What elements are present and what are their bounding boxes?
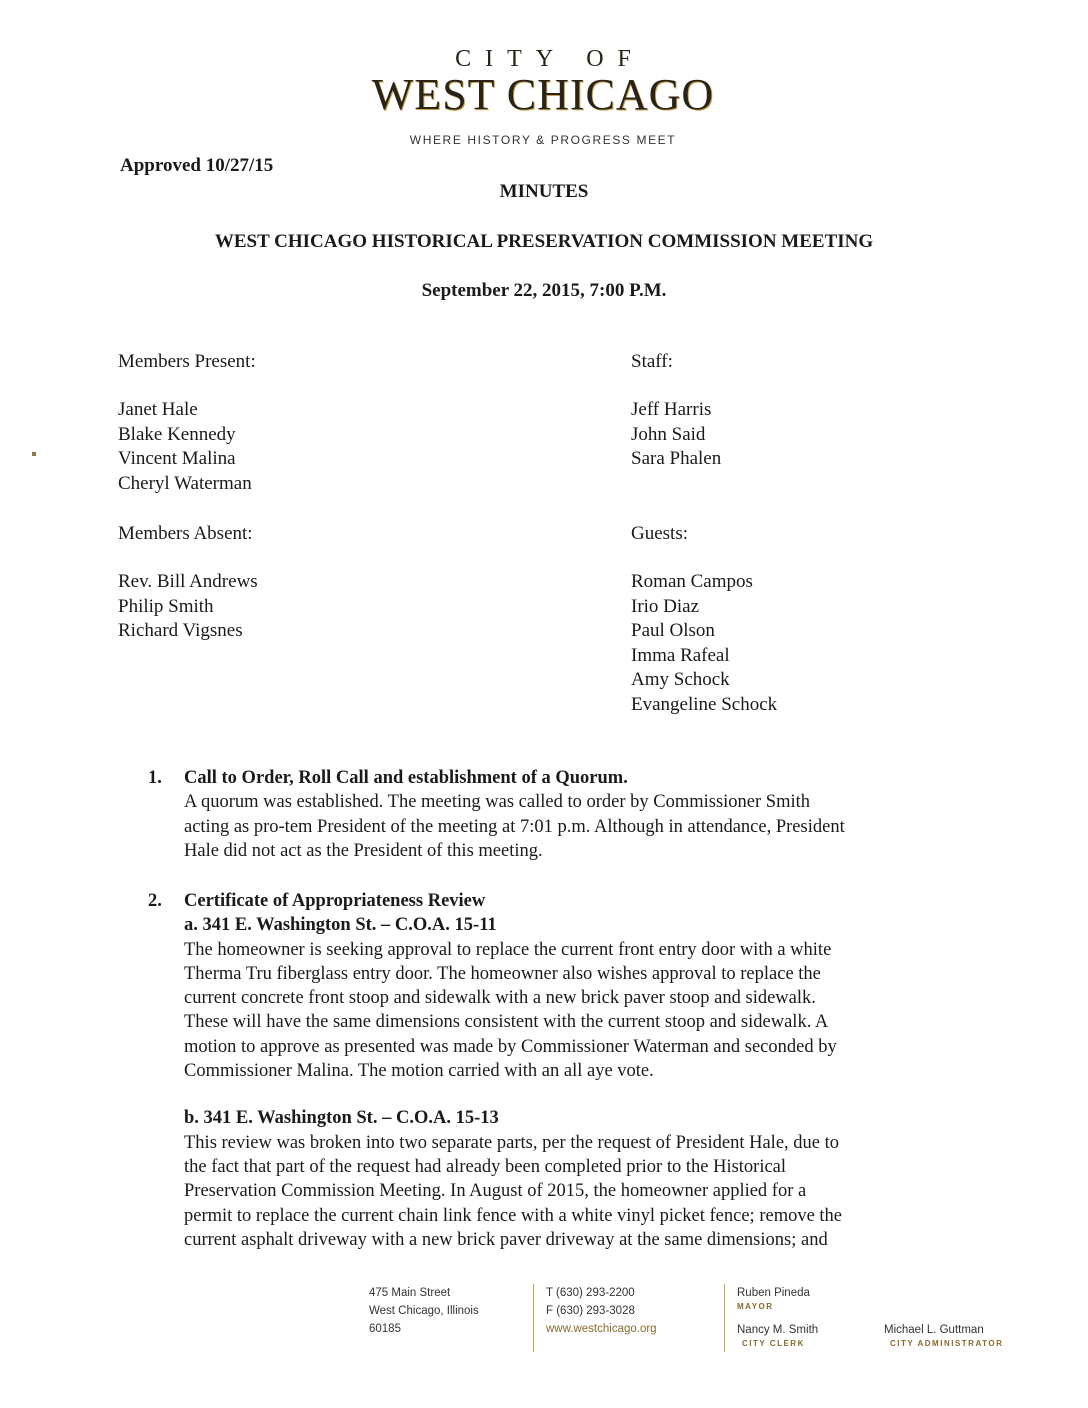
body-line: Commissioner Malina. The motion carried with an all aye vote. <box>184 1061 654 1082</box>
list-item: Imma Rafeal <box>631 644 730 666</box>
meeting-name: WEST CHICAGO HISTORICAL PRESERVATION COMMISSION MEETING <box>214 231 874 252</box>
list-item: Philip Smith <box>118 595 214 617</box>
list-item: Cheryl Waterman <box>118 472 252 494</box>
mayor-name: Ruben Pineda <box>737 1287 810 1299</box>
list-item: Richard Vigsnes <box>118 620 243 641</box>
members-absent-label: Members Absent: <box>118 523 253 544</box>
list-item: Paul Olson <box>631 620 715 641</box>
body-line: Hale did not act as the President of this meeting. <box>184 840 543 861</box>
city-logo <box>370 46 716 118</box>
administrator-title: CITY ADMINISTRATOR <box>890 1339 1004 1348</box>
list-item: Amy Schock <box>631 669 730 690</box>
section-number: 1. <box>148 768 162 788</box>
scan-speck <box>32 452 36 456</box>
footer-contact <box>546 1284 657 1338</box>
body-line: The homeowner is seeking approval to replace the current front entry door with a white <box>184 939 832 960</box>
letterhead-tagline: WHERE HISTORY & PROGRESS MEET <box>409 133 677 147</box>
approved-stamp: Approved 10/27/15 <box>120 155 274 176</box>
meeting-date: September 22, 2015, 7:00 P.M. <box>421 280 667 301</box>
body-line: motion to approve as presented was made by Commissioner Waterman and seconded by <box>184 1036 837 1057</box>
subsection-a-heading: a. 341 E. Washington St. – C.O.A. 15-11 <box>184 915 497 936</box>
list-item: Irio Diaz <box>631 595 700 617</box>
body-line: permit to replace the current chain link fence with a white vinyl picket fence; remove the <box>184 1205 843 1226</box>
body-line: acting as pro-tem President of the meeting at 7:01 p.m. Although in attendance, President <box>184 816 845 837</box>
footer-phone: T (630) 293-2200 <box>546 1287 635 1299</box>
footer-address <box>369 1284 479 1338</box>
body-line: current concrete front stoop and sidewalk with a new brick paver stoop and sidewalk. <box>184 988 816 1009</box>
logo-city-of: CITY OF <box>455 46 645 72</box>
body-line: A quorum was established. The meeting was called to order by Commissioner Smith <box>184 792 810 813</box>
guests-list <box>631 570 777 717</box>
footer-administrator <box>884 1321 1003 1349</box>
address-line: West Chicago, Illinois <box>369 1305 479 1317</box>
list-item: Roman Campos <box>631 571 753 592</box>
subsection-a-body <box>148 938 948 1084</box>
subsection-b-body <box>148 1131 948 1252</box>
footer-fax: F (630) 293-3028 <box>546 1305 635 1317</box>
list-item: John Said <box>631 423 706 445</box>
body-line: These will have the same dimensions consistent with the current stoop and sidewalk. A <box>184 1012 829 1033</box>
staff-label: Staff: <box>631 351 673 372</box>
body-line: current asphalt driveway with a new brick paver driveway at the same dimensions; and <box>184 1229 828 1250</box>
footer-divider <box>533 1284 534 1352</box>
members-present-label: Members Present: <box>118 351 256 372</box>
list-item: Blake Kennedy <box>118 423 236 445</box>
body-line: Therma Tru fiberglass entry door. The homeowner also wishes approval to replace the <box>184 963 821 984</box>
address-line: 475 Main Street <box>369 1287 451 1299</box>
body-line: This review was broken into two separate parts, per the request of President Hale, due to <box>184 1132 840 1153</box>
subsection-b-heading: b. 341 E. Washington St. – C.O.A. 15-13 <box>184 1108 499 1129</box>
list-item: Sara Phalen <box>631 448 722 469</box>
footer-mayor <box>737 1284 810 1312</box>
section-heading: Certificate of Appropriateness Review <box>184 891 486 911</box>
clerk-title: CITY CLERK <box>742 1339 805 1348</box>
address-line: 60185 <box>369 1323 401 1335</box>
staff-list <box>631 398 721 472</box>
body-line: Preservation Commission Meeting. In August of 2015, the homeowner applied for a <box>184 1181 807 1202</box>
logo-city-name: WEST CHICAGO <box>371 70 715 119</box>
document-title: MINUTES <box>499 181 589 202</box>
section-call-to-order <box>148 766 948 863</box>
section-coa-review <box>148 889 948 1252</box>
administrator-name: Michael L. Guttman <box>884 1324 984 1336</box>
footer-clerk <box>737 1321 818 1349</box>
guests-label: Guests: <box>631 523 688 544</box>
section-number: 2. <box>148 891 162 911</box>
footer-website-link[interactable]: www.westchicago.org <box>546 1323 657 1335</box>
list-item: Vincent Malina <box>118 448 236 469</box>
list-item: Janet Hale <box>118 399 198 420</box>
list-item: Rev. Bill Andrews <box>118 571 258 592</box>
body-line: the fact that part of the request had already been completed prior to the Historical <box>184 1156 787 1177</box>
list-item: Jeff Harris <box>631 399 712 420</box>
section-body <box>148 790 948 863</box>
list-item: Evangeline Schock <box>631 693 778 715</box>
members-present-list <box>118 398 252 496</box>
mayor-title: MAYOR <box>737 1302 774 1311</box>
section-heading: Call to Order, Roll Call and establishment of a Quorum. <box>184 768 628 788</box>
members-absent-list <box>118 570 258 644</box>
clerk-name: Nancy M. Smith <box>737 1324 819 1336</box>
footer-divider <box>724 1284 725 1352</box>
